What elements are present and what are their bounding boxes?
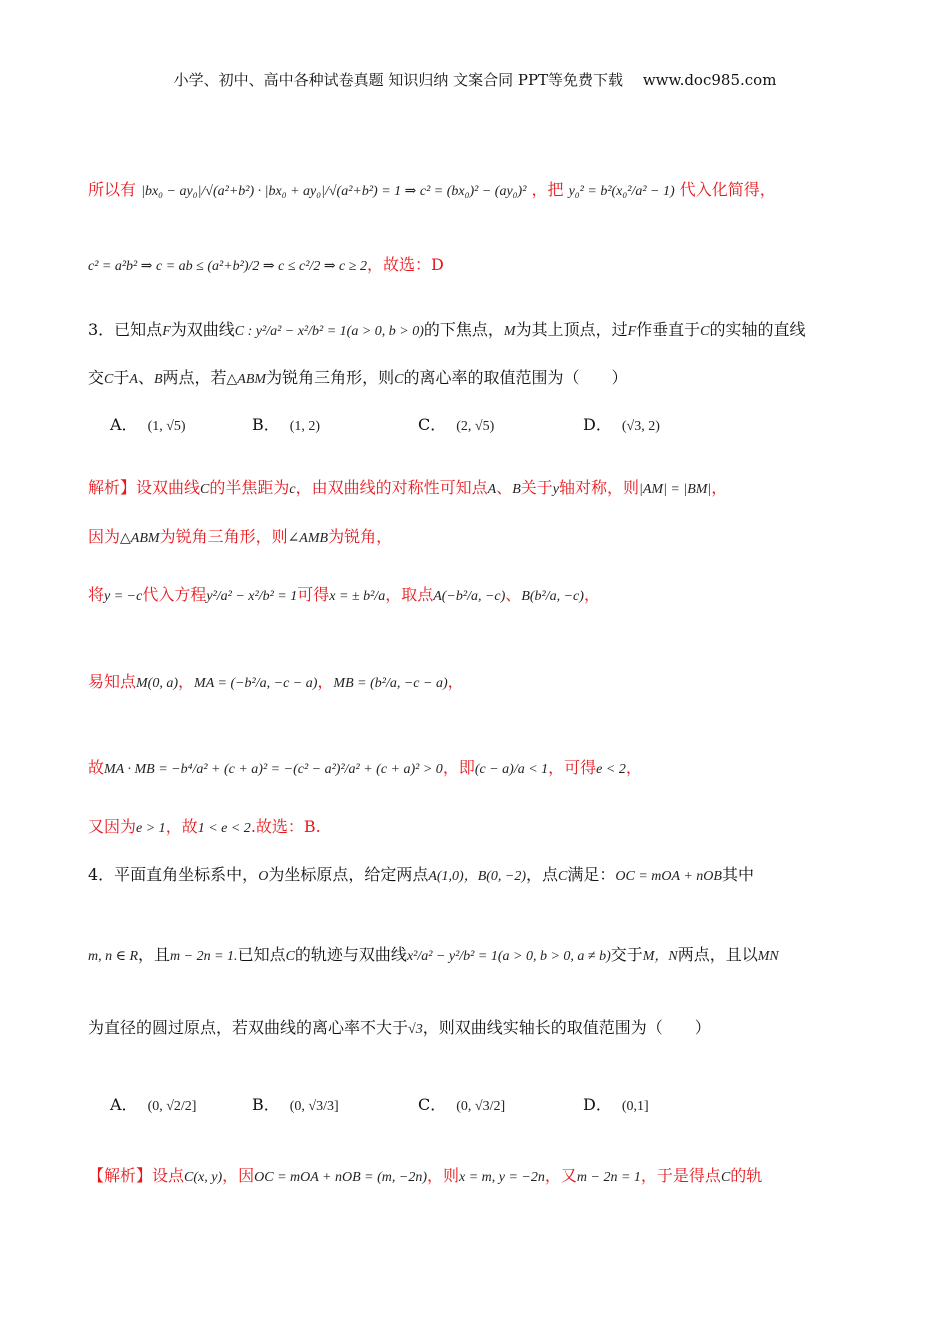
q3-sol-math: MA · MB = −b⁴/a² + (c + a)² = −(c² − a²)²/a² + (c + a)² > 0 bbox=[104, 762, 443, 777]
q4-sol-text: ，又 bbox=[544, 1166, 577, 1185]
q4-math: M，N bbox=[642, 949, 678, 964]
q4-text: 的轨迹与双曲线 bbox=[294, 945, 407, 964]
q4-text: 4．平面直角坐标系中， bbox=[88, 865, 259, 884]
q4-math: m − 2n = 1. bbox=[170, 949, 238, 964]
q3-sol-text: ，即 bbox=[442, 758, 475, 777]
q4-option-a[interactable] bbox=[110, 1092, 196, 1115]
q3-sol-math: M(0, a) bbox=[136, 676, 179, 691]
q3-math-C: C bbox=[104, 372, 114, 387]
option-value: (√3, 2) bbox=[621, 419, 660, 434]
q3-sol-text: 故 bbox=[88, 758, 105, 777]
option-value: (1, √5) bbox=[147, 419, 186, 434]
q3-sol-math: y bbox=[552, 482, 559, 497]
q4-solution-line1 bbox=[88, 1166, 762, 1188]
q4-sol-text: ，则 bbox=[426, 1166, 459, 1185]
option-label: A． bbox=[110, 415, 138, 434]
q3-sol-answer: .故选：B. bbox=[250, 817, 321, 836]
q3-hyperbola-equation: C : y²/a² − x²/b² = 1(a > 0, b > 0) bbox=[234, 324, 424, 339]
q4-option-c[interactable] bbox=[418, 1092, 505, 1115]
q4-sol-math: C(x, y) bbox=[184, 1170, 223, 1185]
q3-sol-math: e < 2 bbox=[596, 762, 626, 777]
q4-sol-math: x = m, y = −2n bbox=[459, 1170, 545, 1185]
q3-sol-text: 轴对称，则 bbox=[558, 478, 639, 497]
q3-sol-math: |AM| = |BM| bbox=[639, 482, 712, 497]
q2-answer: ，故选：D bbox=[366, 255, 444, 274]
q2-equation-2: y₀² = b²(x₀²/a² − 1) bbox=[568, 184, 675, 199]
q3-sol-math: MB = (b²/a, −c − a) bbox=[333, 676, 448, 691]
q3-solution-line4 bbox=[88, 672, 464, 694]
q4-stem-line3 bbox=[88, 1018, 711, 1040]
q3-text: 于 bbox=[113, 368, 130, 387]
q4-math: C bbox=[285, 949, 295, 964]
q3-sol-text: 将 bbox=[88, 585, 105, 604]
q3-sol-text: 为锐角三角形，则 bbox=[159, 527, 288, 546]
q3-sol-text: 易知点 bbox=[88, 672, 137, 691]
q3-sol-math: c bbox=[289, 482, 296, 497]
option-value: (0, √2/2] bbox=[147, 1099, 197, 1114]
q3-text: 的离心率的取值范围为（ ） bbox=[403, 368, 628, 387]
q4-sol-math: OC = mOA + nOB = (m, −2n) bbox=[254, 1170, 427, 1185]
q3-sol-math: e > 1 bbox=[136, 821, 166, 836]
q3-sol-text: ， bbox=[583, 585, 600, 604]
q2-solution-line2 bbox=[88, 255, 444, 277]
q3-sol-text: ，取点 bbox=[385, 585, 434, 604]
q4-text: 已知点 bbox=[237, 945, 286, 964]
q3-stem-line1 bbox=[88, 320, 806, 342]
q3-sol-text: 、 bbox=[496, 478, 513, 497]
q4-option-b[interactable] bbox=[252, 1092, 339, 1115]
option-label: B． bbox=[252, 1095, 280, 1114]
q4-math: O bbox=[258, 869, 269, 884]
q4-math: m, n ∈ R bbox=[88, 949, 139, 964]
q4-sol-text: ，于是得点 bbox=[640, 1166, 721, 1185]
q3-solution-line1 bbox=[88, 478, 727, 500]
q4-math: A(1,0)，B(0, −2) bbox=[428, 869, 527, 884]
q4-text: 其中 bbox=[721, 865, 754, 884]
q4-text: 交于 bbox=[610, 945, 643, 964]
q3-sol-math: ∠AMB bbox=[287, 531, 329, 546]
q3-text: 为双曲线 bbox=[170, 320, 235, 339]
q3-math-triangle: △ABM bbox=[226, 372, 267, 387]
q3-text: 、 bbox=[137, 368, 154, 387]
q3-text: 3．已知点 bbox=[88, 320, 163, 339]
q4-text: 满足： bbox=[567, 865, 616, 884]
q3-sol-text: 又因为 bbox=[88, 817, 137, 836]
q2-equation-3: c² = a²b² ⇒ c = ab ≤ (a²+b²)/2 ⇒ c ≤ c²/2 ⇒ c ≥ 2 bbox=[88, 259, 367, 274]
q4-sol-text: 【解析】设点 bbox=[88, 1166, 185, 1185]
q3-sol-math: △ABM bbox=[120, 531, 160, 546]
q3-sol-math: A bbox=[487, 482, 497, 497]
q2-equation-1: |bx₀ − ay₀|/√(a²+b²) · |bx₀ + ay₀|/√(a²+b²) = 1 ⇒ c² = (bx₀)² − (ay₀)² bbox=[141, 184, 527, 199]
q2-solution-line1 bbox=[88, 180, 776, 202]
q2-lead: 所以有 bbox=[88, 180, 137, 199]
option-value: (0,1] bbox=[621, 1099, 649, 1114]
q4-math: OC = mOA + nOB bbox=[615, 869, 722, 884]
q4-text: ，且 bbox=[138, 945, 171, 964]
q4-text: 为直径的圆过原点，若双曲线的离心率不大于 bbox=[88, 1018, 409, 1037]
q3-sol-math: y²/a² − x²/b² = 1 bbox=[206, 589, 298, 604]
q3-sol-math: y = −c bbox=[104, 589, 143, 604]
q3-solution-line6 bbox=[88, 817, 321, 839]
q3-sol-text: 的半焦距为 bbox=[209, 478, 290, 497]
q3-stem-line2 bbox=[88, 368, 627, 390]
q3-solution-line3 bbox=[88, 585, 600, 607]
q3-sol-text: ， bbox=[317, 672, 334, 691]
q4-text: 为坐标原点，给定两点 bbox=[268, 865, 429, 884]
option-value: (1, 2) bbox=[289, 419, 321, 434]
q3-math-F: F bbox=[627, 324, 637, 339]
q3-sol-text: ， bbox=[711, 478, 728, 497]
q3-option-d[interactable] bbox=[583, 412, 660, 435]
q4-text: ，点 bbox=[526, 865, 559, 884]
q3-sol-text: 因为 bbox=[88, 527, 121, 546]
q4-sol-text: 的轨 bbox=[730, 1166, 763, 1185]
q3-solution-line5 bbox=[88, 758, 642, 780]
q3-sol-math: 1 < e < 2 bbox=[197, 821, 251, 836]
q4-math: MN bbox=[757, 949, 779, 964]
q3-option-c[interactable] bbox=[418, 412, 494, 435]
q3-sol-math: MA = (−b²/a, −c − a) bbox=[194, 676, 318, 691]
q2-end: 代入化简得， bbox=[679, 180, 776, 199]
q3-sol-text: 代入方程 bbox=[142, 585, 207, 604]
q3-sol-text: 、 bbox=[505, 585, 522, 604]
q3-sol-math: A(−b²/a, −c) bbox=[433, 589, 506, 604]
option-label: D． bbox=[583, 1095, 612, 1114]
q4-math: √3 bbox=[408, 1022, 423, 1037]
q3-sol-math: B bbox=[512, 482, 521, 497]
q3-option-b[interactable] bbox=[252, 412, 320, 435]
q3-sol-text: ，由双曲线的对称性可知点 bbox=[295, 478, 488, 497]
page-header: 小学、初中、高中各种试卷真题 知识归纳 文案合同 PPT等免费下载 www.doc985.com bbox=[173, 71, 777, 89]
q4-hyperbola-equation: x²/a² − y²/b² = 1(a > 0, b > 0, a ≠ b) bbox=[406, 949, 611, 964]
option-label: B． bbox=[252, 415, 280, 434]
q3-text: 的下焦点， bbox=[423, 320, 504, 339]
q3-solution-line2 bbox=[88, 527, 392, 549]
q3-sol-text: ，故 bbox=[165, 817, 198, 836]
q4-sol-math: m − 2n = 1 bbox=[576, 1170, 641, 1185]
q3-sol-text: ， bbox=[625, 758, 642, 777]
q4-stem-line1 bbox=[88, 865, 754, 887]
q4-sol-math: C bbox=[720, 1170, 731, 1185]
q2-mid: ，把 bbox=[531, 180, 564, 199]
q3-sol-text: 关于 bbox=[520, 478, 553, 497]
q3-math-C: C bbox=[394, 372, 404, 387]
q3-text: 作垂直于 bbox=[636, 320, 701, 339]
q3-sol-text: 可得 bbox=[297, 585, 330, 604]
q3-sol-math: (c − a)/a < 1 bbox=[474, 762, 549, 777]
q3-sol-math: B(b²/a, −c) bbox=[521, 589, 584, 604]
option-value: (0, √3/3] bbox=[289, 1099, 339, 1114]
option-label: C． bbox=[418, 1095, 447, 1114]
q3-text: 交 bbox=[88, 368, 105, 387]
q3-text: 为其上顶点，过 bbox=[515, 320, 628, 339]
option-value: (0, √3/2] bbox=[456, 1099, 506, 1114]
q3-math-F: F bbox=[162, 324, 171, 339]
q3-text: 为锐角三角形，则 bbox=[266, 368, 395, 387]
q4-option-d[interactable] bbox=[583, 1092, 649, 1115]
q3-sol-text: 解析】设双曲线 bbox=[88, 478, 201, 497]
q3-option-a[interactable] bbox=[110, 412, 186, 435]
option-label: A． bbox=[110, 1095, 138, 1114]
q3-math-A: A bbox=[129, 372, 138, 387]
q3-sol-text: ， bbox=[178, 672, 195, 691]
q3-sol-text: ， bbox=[447, 672, 464, 691]
q4-sol-text: ，因 bbox=[222, 1166, 255, 1185]
q3-sol-text: 为锐角， bbox=[328, 527, 393, 546]
q3-math-C: C bbox=[700, 324, 710, 339]
q3-sol-math: x = ± b²/a bbox=[329, 589, 386, 604]
q3-text: 两点，若 bbox=[162, 368, 227, 387]
q3-sol-math: C bbox=[200, 482, 210, 497]
q3-text: 的实轴的直线 bbox=[709, 320, 806, 339]
q3-math-M: M bbox=[503, 324, 516, 339]
option-value: (2, √5) bbox=[456, 419, 495, 434]
q4-stem-line2 bbox=[88, 945, 779, 967]
q4-text: 两点，且以 bbox=[677, 945, 758, 964]
q4-text: ，则双曲线实轴长的取值范围为（ ） bbox=[422, 1018, 711, 1037]
q4-math: C bbox=[558, 869, 568, 884]
option-label: C． bbox=[418, 415, 447, 434]
option-label: D． bbox=[583, 415, 612, 434]
q3-math-B: B bbox=[153, 372, 163, 387]
q3-sol-text: ，可得 bbox=[548, 758, 597, 777]
